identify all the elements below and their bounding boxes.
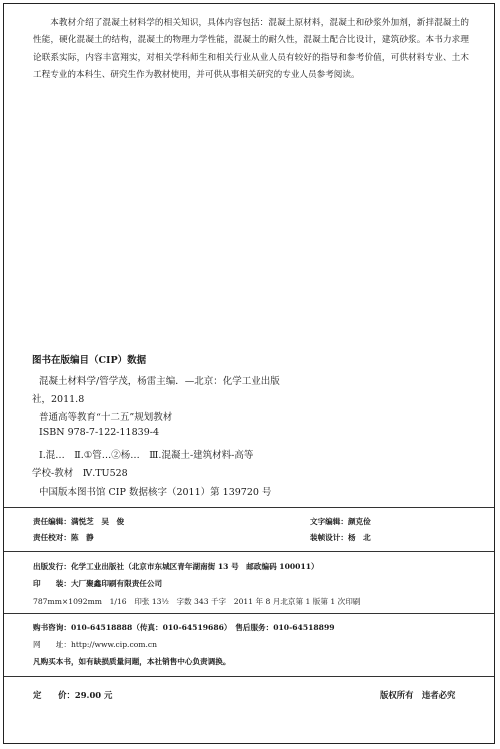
- printer-info: 印 装：大厂聚鑫印刷有限责任公司: [33, 579, 163, 588]
- cip-line-5: Ⅰ.混… Ⅱ.①管…②杨… Ⅲ.混凝土-建筑材料-高等: [39, 450, 254, 461]
- cip-line-3: 普通高等教育“十二五”规划教材: [39, 412, 173, 423]
- divider: [4, 507, 494, 508]
- cover-designer: 装帧设计：杨 北: [310, 533, 371, 542]
- cip-line-2: 社，2011.8: [32, 394, 85, 405]
- price: 定 价：29.00 元: [33, 690, 113, 700]
- cip-line-1: 混凝土材料学/管学茂，杨雷主编．—北京：化学工业出版: [39, 376, 280, 387]
- text-editor: 文字编辑：颜克俭: [310, 517, 371, 526]
- divider: [4, 551, 494, 552]
- divider: [4, 676, 494, 677]
- cip-line-6: 学校-教材 Ⅳ.TU528: [32, 468, 128, 479]
- cip-title: 图书在版编目（CIP）数据: [32, 355, 147, 366]
- purchase-contact: 购书咨询：010-64518888（传真：010-64519686） 售后服务：010-64518899: [33, 623, 335, 632]
- cip-line-4: ISBN 978-7-122-11839-4: [39, 427, 159, 438]
- divider: [4, 613, 494, 614]
- cip-line-7: 中国版本图书馆 CIP 数据核字（2011）第 139720 号: [39, 487, 272, 498]
- intro-paragraph: 本教材介绍了混凝土材料学的相关知识，具体内容包括：混凝土原材料，混凝土和砂浆外加剂，新拌混凝土的性能，硬化混凝土的结构，混凝土的物理力学性能，混凝土的耐久性，混凝土配合比设计，建筑砂浆。本书力求理论联系实际，内容丰富翔实，对相关学科师生和相关行业从业人员有较好的指导和参考价值，可供材料专业、土木工程专业的本科生、研究生作为教材使用，并可供从事相关研究的专业人员参考阅读。: [33, 18, 469, 80]
- responsible-editor: 责任编辑：满悦芝 吴 俊: [33, 517, 125, 526]
- print-specs: 787mm×1092mm 1/16 印张 13½ 字数 343 千字 2011 年 8 月北京第 1 版第 1 次印刷: [33, 597, 361, 606]
- publisher-info: 出版发行：化学工业出版社（北京市东城区青年湖南街 13 号 邮政编码 100011）: [33, 562, 319, 571]
- replacement-notice: 凡购买本书，如有缺损质量问题，本社销售中心负责调换。: [33, 657, 231, 666]
- proofreader: 责任校对：陈 静: [33, 533, 94, 542]
- copyright-page: [3, 3, 495, 744]
- copyright-notice: 版权所有 违者必究: [380, 690, 456, 700]
- website: 网 址：http://www.cip.com.cn: [33, 640, 158, 649]
